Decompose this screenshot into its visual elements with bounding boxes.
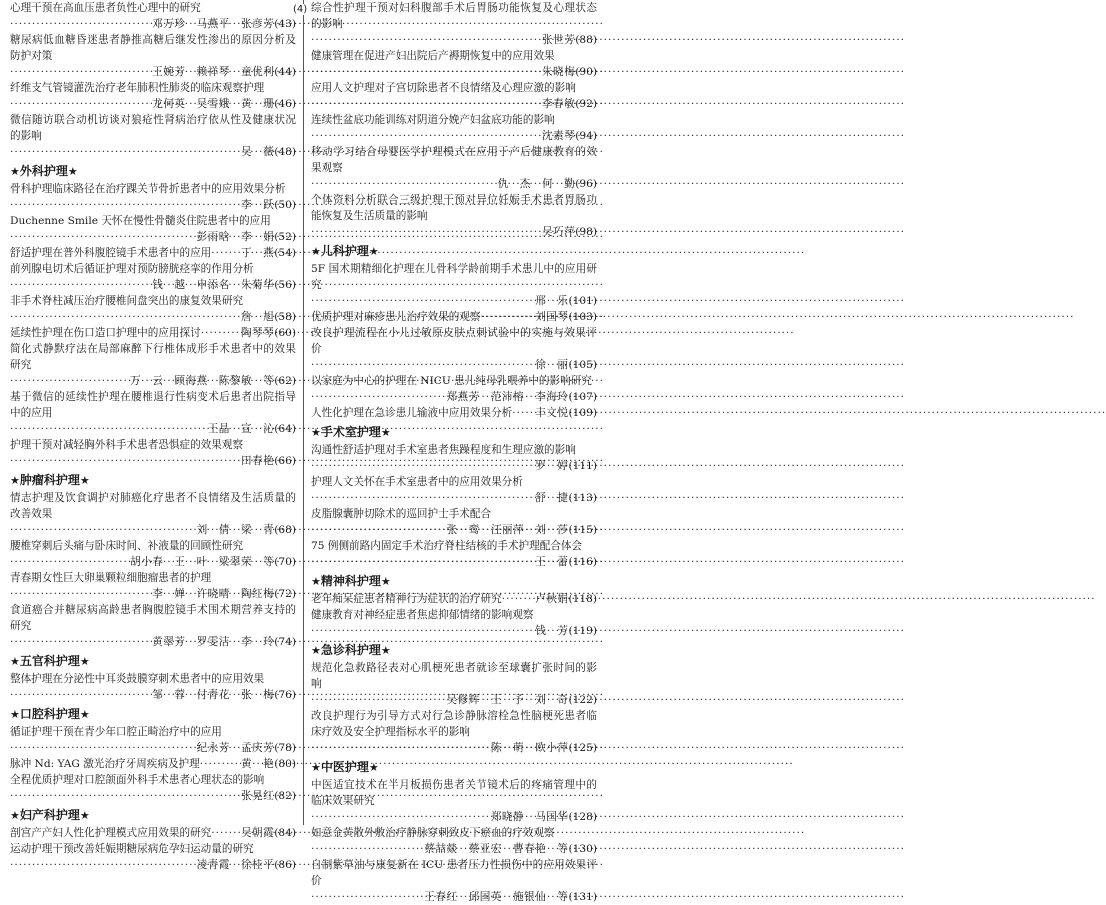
dot-leader (10, 144, 239, 160)
article-title: 腰椎穿刺后头痛与卧床时间、补液量的回顾性研究 (10, 540, 244, 552)
article-authors: 黄翠芳 罗雯洁 李 玲 (152, 636, 275, 648)
section-label: 儿科护理 (320, 244, 369, 258)
toc-entry[interactable] (311, 144, 597, 192)
article-title: 5F 国术期精细化护理在儿骨科学龄前期手术患儿中的应用研究 (311, 263, 597, 291)
article-authors: 王婉芳 赖祥琴 童优利 (152, 66, 275, 78)
dot-leader (311, 841, 422, 857)
toc-entry[interactable] (10, 261, 296, 293)
article-title: 护理干预对减轻胸外科手术患者恐惧症的效果观察 (10, 439, 244, 451)
article-title: 沟通性舒适护理对手术室患者焦躁程度和生理应激的影响 (311, 444, 576, 456)
article-authors: 纪永芳 孟庆芳 (196, 742, 275, 754)
page-number: (105) (568, 359, 597, 371)
toc-entry[interactable] (10, 80, 296, 112)
column-divider (303, 0, 304, 825)
star-icon: ★ (368, 245, 379, 258)
toc-entry[interactable] (10, 325, 296, 341)
article-title: 微信随访联合动机访谈对狼疮性肾病治疗依从性及健康状况的影响 (10, 114, 296, 142)
page-number: (78) (274, 742, 296, 754)
article-title: 个体资料分析联合三级护理干预对异位妊娠手术患者胃肠功能恢复及生活质量的影响 (311, 194, 597, 222)
toc-entry[interactable] (311, 660, 597, 708)
toc-entry[interactable] (10, 772, 296, 804)
page-number: (103) (568, 311, 597, 323)
article-title: 改良护理流程在小儿过敏原皮肤点刺试验中的实施与效果评价 (311, 327, 597, 355)
dot-leader (10, 229, 195, 245)
article-authors: 徐 丽 (535, 359, 569, 371)
dot-leader (311, 623, 533, 639)
page-number: (44) (274, 66, 296, 78)
toc-entry[interactable] (10, 825, 296, 841)
article-authors: 吴修辉 王 予 刘 奇 (446, 694, 569, 706)
article-title: 综合性护理干预对妇科腹部手术后胃肠功能恢复及心理状态的影响 (311, 2, 597, 30)
article-title: 心理干预在高血压患者负性心理中的研究 (10, 2, 201, 14)
article-title: 老年痴呆症患者精神行为症状的治疗研究 (311, 593, 502, 605)
article-title: 舒适护理在普外科腹腔镜手术患者中的应用 (10, 247, 212, 259)
toc-entry[interactable] (10, 671, 296, 703)
dot-leader (311, 176, 496, 192)
toc-entry[interactable] (10, 756, 296, 772)
article-authors: 钱 芳 (535, 625, 569, 637)
dot-leader (10, 522, 195, 538)
article-authors: 仇 杰 何 勤 (497, 178, 576, 190)
star-icon: ★ (67, 165, 78, 178)
toc-entry[interactable] (311, 261, 597, 309)
toc-entry[interactable] (10, 724, 296, 756)
dot-leader (502, 591, 534, 607)
article-title: 优质护理对麻疹患儿治疗效果的观察 (311, 311, 481, 323)
article-authors: 李 婵 许晓晴 陶红梅 (152, 588, 275, 600)
section-label: 妇产科护理 (19, 808, 80, 822)
page-number: (50) (274, 199, 296, 211)
article-title: 自制紫草油与康复新在 ICU 患者压力性损伤中的应用效果评价 (311, 859, 597, 887)
page-number: (92) (575, 98, 597, 110)
article-authors: 王春红 邱国英 施银仙 等 (424, 891, 569, 903)
article-authors: 丁 燕 (240, 247, 275, 259)
dot-leader (201, 325, 239, 341)
toc-entry[interactable] (311, 80, 597, 112)
dot-leader (311, 458, 533, 474)
star-icon: ★ (10, 708, 20, 721)
article-authors: 邓万珍 马燕平 张彦芳 (152, 18, 275, 30)
dot-leader (211, 825, 239, 841)
page-number: (90) (575, 66, 597, 78)
dot-leader (311, 692, 444, 708)
star-icon: ★ (79, 474, 90, 487)
toc-entry[interactable] (10, 437, 296, 469)
dot-leader (311, 357, 533, 373)
toc-entry[interactable] (311, 442, 597, 474)
article-title: Duchenne Smile 天怀在慢性骨髓炎住院患者中的应用 (10, 215, 271, 227)
article-title: 简化式静默疗法在局部麻醉下行椎体成形手术患者中的效果研究 (10, 343, 296, 371)
toc-entry[interactable] (10, 341, 296, 389)
star-icon: ★ (311, 426, 321, 439)
page-number: (58) (274, 311, 296, 323)
toc-entry[interactable] (10, 490, 296, 538)
article-title: 青春期女性巨大卵巢颗粒细胞瘤患者的护理 (10, 572, 212, 584)
article-authors: 朱晓梅 (541, 66, 576, 78)
page-number: (111) (568, 460, 597, 472)
dot-leader (10, 740, 195, 756)
toc-entry[interactable] (311, 607, 597, 639)
dot-leader (10, 64, 150, 80)
article-title: 循证护理干预在青少年口腔正畸治疗中的应用 (10, 726, 222, 738)
toc-entry[interactable] (10, 0, 296, 32)
article-authors: 王 蕾 (535, 556, 569, 568)
article-authors: 舒 捷 (535, 492, 569, 504)
toc-entry[interactable] (311, 405, 597, 421)
dot-leader (200, 756, 239, 772)
toc-entry[interactable] (311, 112, 597, 144)
section-heading (10, 652, 296, 671)
page-number: (130) (568, 843, 597, 855)
toc-entry[interactable] (10, 293, 296, 325)
page-number: (115) (568, 524, 597, 536)
section-heading (10, 471, 296, 490)
article-title: 75 例侧前路内固定手术治疗脊柱结核的手术护理配合体会 (311, 540, 583, 552)
dot-leader (10, 857, 195, 873)
page-number: (76) (274, 689, 296, 701)
page-number: (94) (575, 130, 597, 142)
toc-entry[interactable] (10, 245, 296, 261)
section-label: 肿瘤科护理 (19, 473, 80, 487)
section-label: 急诊科护理 (320, 643, 381, 657)
dot-leader (10, 586, 150, 602)
toc-entry[interactable] (311, 708, 597, 756)
toc-entry[interactable] (311, 192, 597, 240)
article-title: 规范化急救路径表对心肌梗死患者就诊至球囊扩张时间的影响 (311, 662, 597, 690)
dot-leader (311, 96, 540, 112)
article-authors: 丰文悦 (535, 407, 569, 419)
section-heading (10, 705, 296, 724)
star-icon: ★ (311, 575, 321, 588)
article-authors: 彭雨晗 李 娟 (196, 231, 275, 243)
dot-leader (311, 389, 444, 405)
dot-leader (311, 32, 540, 48)
article-title: 应用人文护理对子宫切除患者不良情绪及心理应激的影响 (311, 82, 576, 94)
article-title: 移动学习结合母婴医学护理模式在应用于产后健康教育的效果观察 (311, 146, 597, 174)
toc-entry[interactable] (311, 857, 597, 905)
page-number: (54) (274, 247, 296, 259)
article-authors: 龙何英 吴雪娥 黄 珊 (152, 98, 275, 110)
star-icon: ★ (311, 245, 321, 258)
article-authors: 黄 艳 (240, 758, 275, 770)
section-heading (10, 806, 296, 825)
star-icon: ★ (10, 809, 20, 822)
page-number: (80) (274, 758, 296, 770)
section-label: 手术室护理 (320, 425, 381, 439)
article-authors: 钱 越 申添名 朱菊华 (152, 279, 275, 291)
article-title: 人性化护理在急诊患儿输液中应用效果分析 (311, 407, 513, 419)
article-title: 中医适宜技术在半月板损伤患者关节镜术后的疼痛管理中的临床效果研究 (311, 779, 597, 807)
page-number: (82) (274, 790, 296, 802)
dot-leader (311, 740, 489, 756)
toc-entry[interactable] (10, 570, 296, 602)
page-number: (70) (274, 556, 296, 568)
dot-leader (311, 554, 533, 570)
star-icon: ★ (10, 474, 20, 487)
dot-leader (10, 788, 239, 804)
page-number: (118) (568, 593, 597, 605)
page-number: (101) (568, 295, 597, 307)
dot-leader (311, 490, 533, 506)
article-authors: 陈 萌 欧小萍 (490, 742, 569, 754)
dot-leader (512, 405, 533, 421)
article-title: 皮脂腺囊肿切除术的巡回护士手术配合 (311, 508, 492, 520)
article-title: 脉冲 Nd: YAG 激光治疗牙周疾病及护理 (10, 758, 200, 770)
dot-leader (10, 554, 128, 570)
article-title: 连续性盆底功能训练对阴道分娩产妇盆底功能的影响 (311, 114, 555, 126)
page-number: (56) (274, 279, 296, 291)
article-authors: 罗 婷 (535, 460, 569, 472)
article-title: 健康管理在促进产妇出院后产褥期恢复中的应用效果 (311, 50, 555, 62)
dot-leader (311, 522, 444, 538)
section-label: 五官科护理 (19, 654, 80, 668)
page-number: (68) (274, 524, 296, 536)
article-authors: 凌青霞 徐桂平 (196, 859, 275, 871)
article-authors: 郑燕芳 范沛榕 李海玲 (446, 391, 569, 403)
toc-entry[interactable] (10, 841, 296, 873)
article-authors: 郑晓静 马国华 (490, 811, 569, 823)
page-number: (109) (568, 407, 597, 419)
page-number: (122) (568, 694, 597, 706)
article-title: 非手术脊柱减压治疗腰椎间盘突出的康复效果研究 (10, 295, 244, 307)
toc-entry[interactable] (10, 181, 296, 213)
toc-entry[interactable] (311, 373, 597, 405)
dot-leader (10, 421, 206, 437)
section-heading (311, 423, 597, 442)
article-title: 全程优质护理对口腔颌面外科手术患者心理状态的影响 (10, 774, 265, 786)
article-title: 情志护理及饮食调护对肺癌化疗患者不良情绪及生活质量的改善效果 (10, 492, 296, 520)
article-authors: 张 鸾 汪丽萍 刘 莎 (446, 524, 569, 536)
dot-leader (10, 277, 150, 293)
page-number: (98) (575, 226, 597, 238)
star-icon: ★ (79, 708, 90, 721)
article-authors: 万 云 顾海燕 陈黎敏 等 (130, 375, 275, 387)
page-number: (84) (274, 827, 296, 839)
article-authors: 田春艳 (240, 455, 275, 467)
article-title: 护理人文关怀在手术室患者中的应用效果分析 (311, 476, 523, 488)
dot-leader (211, 245, 239, 261)
page-marker: (4) (293, 4, 308, 15)
article-authors: 吴朝霞 (240, 827, 275, 839)
page-number: (128) (568, 811, 597, 823)
dot-leader (10, 96, 150, 112)
article-authors: 蔡喆燚 蔡亚宏 曹春艳 等 (424, 843, 569, 855)
dot-leader (10, 453, 239, 469)
article-authors: 李 跃 (240, 199, 275, 211)
section-label: 外科护理 (19, 164, 68, 178)
dot-leader (311, 64, 540, 80)
star-icon: ★ (311, 761, 321, 774)
page-number: (131) (568, 891, 597, 903)
page-number: (43) (274, 18, 296, 30)
dot-leader (10, 687, 150, 703)
section-label: 口腔科护理 (19, 707, 80, 721)
page-number: (66) (274, 455, 296, 467)
toc-entry[interactable] (10, 112, 296, 160)
article-authors: 王晶 宣 沁 (207, 423, 275, 435)
star-icon: ★ (10, 165, 20, 178)
page-number: (52) (274, 231, 296, 243)
dot-leader (10, 16, 150, 32)
page-number: (116) (568, 556, 597, 568)
dot-leader (481, 309, 534, 325)
star-icon: ★ (380, 426, 391, 439)
star-icon: ★ (79, 809, 90, 822)
dot-leader (10, 197, 239, 213)
article-title: 整体护理在分泌性中耳炎鼓膜穿刺术患者中的应用效果 (10, 673, 265, 685)
article-authors: 刘国琴 (535, 311, 569, 323)
article-title: 剖宫产产妇人性化护理模式应用效果的研究 (10, 827, 212, 839)
toc-entry[interactable] (10, 389, 296, 437)
toc-right-column (311, 0, 597, 903)
page-number: (107) (568, 391, 597, 403)
article-title: 如意金黄散外敷治疗静脉穿刺致皮下瘀血的疗效观察 (311, 827, 555, 839)
article-title: 骨科护理临床路径在治疗踝关节骨折患者中的应用效果分析 (10, 183, 286, 195)
article-authors: 刘 倩 梁 青 (196, 524, 275, 536)
article-title: 以家庭为中心的护理在 NICU 患儿纯母乳喂养中的影响研究 (311, 375, 592, 387)
page-number: (74) (274, 636, 296, 648)
toc-left-column (10, 0, 296, 871)
article-authors: 詹 旭 (240, 311, 275, 323)
article-authors: 陶琴琴 (240, 327, 275, 339)
page-number: (96) (575, 178, 597, 190)
section-heading (311, 242, 597, 261)
article-authors: 张世芳 (541, 34, 576, 46)
article-title: 糖尿病低血糖昏迷患者静推高糖后继发性渗出的原因分析及防护对策 (10, 34, 296, 62)
dot-leader (10, 634, 150, 650)
section-label: 中医护理 (320, 760, 369, 774)
dot-leader (311, 224, 540, 240)
page-number: (113) (568, 492, 597, 504)
toc-entry[interactable] (311, 48, 597, 80)
toc-entry[interactable] (311, 474, 597, 506)
toc-entry[interactable] (311, 309, 597, 325)
dot-leader (311, 293, 533, 309)
article-authors: 吴巧萍 (541, 226, 576, 238)
page-number: (86) (274, 859, 296, 871)
page-number: (48) (274, 146, 296, 158)
article-authors: 吴 薇 (240, 146, 275, 158)
article-authors: 沈素琴 (541, 130, 576, 142)
article-title: 延续性护理在伤口造口护理中的应用探讨 (10, 327, 201, 339)
section-heading (311, 572, 597, 591)
toc-entry[interactable] (311, 777, 597, 825)
page-number: (64) (274, 423, 296, 435)
article-title: 健康教育对神经症患者焦虑抑郁情绪的影响观察 (311, 609, 534, 621)
article-title: 运动护理干预改善妊娠期糖尿病危孕妇运动量的研究 (10, 843, 254, 855)
dot-leader (311, 809, 489, 825)
toc-entry[interactable] (311, 506, 597, 538)
toc-entry[interactable] (10, 32, 296, 80)
toc-entry[interactable] (10, 602, 296, 650)
star-icon: ★ (311, 644, 321, 657)
toc-entry[interactable] (311, 825, 597, 857)
article-title: 改良护理行为引导方式对行急诊静脉溶栓急性脑梗死患者临床疗效及安全护理指标水平的影响 (311, 710, 597, 738)
section-heading (311, 758, 597, 777)
star-icon: ★ (10, 655, 20, 668)
star-icon: ★ (380, 575, 391, 588)
dot-leader (311, 889, 422, 905)
article-authors: 邹 蓉 付青花 张 梅 (152, 689, 275, 701)
article-title: 基于微信的延续性护理在腰椎退行性病变术后患者出院指导中的应用 (10, 391, 296, 419)
dot-leader (10, 309, 239, 325)
star-icon: ★ (368, 761, 379, 774)
section-heading (311, 641, 597, 660)
toc-entry[interactable] (311, 591, 597, 607)
section-heading (10, 162, 296, 181)
article-authors: 张晃红 (240, 790, 275, 802)
star-icon: ★ (380, 644, 391, 657)
page-number: (72) (274, 588, 296, 600)
article-title: 食道癌合并糖尿病高龄患者胸腹腔镜手术围术期营养支持的研究 (10, 604, 296, 632)
page-number: (46) (274, 98, 296, 110)
page-number: (119) (568, 625, 597, 637)
section-label: 精神科护理 (320, 574, 381, 588)
star-icon: ★ (79, 655, 90, 668)
toc-entry[interactable] (311, 0, 597, 48)
page-number: (125) (568, 742, 597, 754)
page-number: (62) (274, 375, 296, 387)
dot-leader (10, 373, 128, 389)
article-authors: 胡小春 王 叶 梁翠荣 等 (130, 556, 275, 568)
toc-entry[interactable] (10, 213, 296, 245)
toc-entry[interactable] (311, 325, 597, 373)
article-title: 前列腺电切术后循证护理对预防膀胱痉挛的作用分析 (10, 263, 254, 275)
article-authors: 邢 乐 (535, 295, 569, 307)
dot-leader (311, 128, 540, 144)
article-authors: 李春敏 (541, 98, 576, 110)
article-title: 纤维支气管镜灌洗治疗老年肺积性肺炎的临床观察护理 (10, 82, 265, 94)
toc-entry[interactable] (311, 538, 597, 570)
page-number: (60) (274, 327, 296, 339)
page-number: (88) (575, 34, 597, 46)
article-authors: 卢秋娟 (535, 593, 569, 605)
toc-entry[interactable] (10, 538, 296, 570)
